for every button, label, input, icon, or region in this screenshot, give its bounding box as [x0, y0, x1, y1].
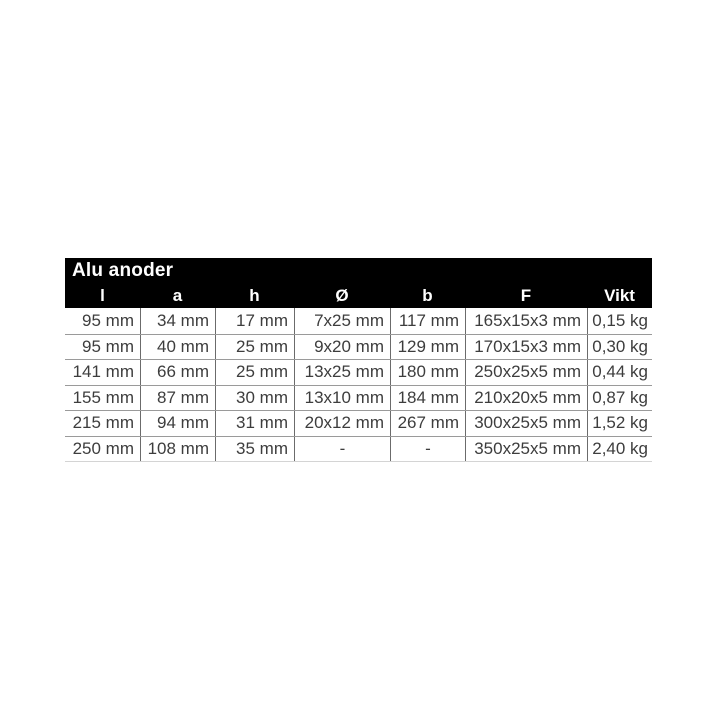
cell-vikt: 1,52 kg — [587, 411, 652, 436]
cell-diameter: 9x20 mm — [294, 335, 390, 360]
cell-a: 87 mm — [140, 386, 215, 411]
cell-vikt: 0,87 kg — [587, 386, 652, 411]
cell-l: 215 mm — [72, 413, 134, 433]
cell-f: 300x25x5 mm — [465, 411, 587, 436]
cell-h: 31 mm — [215, 411, 294, 436]
cell-a: 94 mm — [140, 411, 215, 436]
cell-h: 25 mm — [215, 360, 294, 385]
cell-diameter: 20x12 mm — [294, 411, 390, 436]
cell-diameter: 7x25 mm — [294, 308, 390, 334]
cell-vikt: 0,30 kg — [587, 335, 652, 360]
table-row — [65, 308, 652, 334]
cell-h: 35 mm — [215, 437, 294, 462]
cell-f: 165x15x3 mm — [465, 308, 587, 334]
cell-b: 267 mm — [390, 411, 465, 436]
cell-b: 180 mm — [390, 360, 465, 385]
cell-l: 250 mm — [72, 438, 134, 458]
cell-a: 66 mm — [140, 360, 215, 385]
cell-f: 210x20x5 mm — [465, 386, 587, 411]
cell-b: - — [390, 437, 465, 462]
column-header-h: h — [249, 286, 260, 305]
cell-l: 95 mm — [82, 310, 134, 330]
table-header — [65, 258, 652, 308]
cell-b: 117 mm — [390, 308, 465, 334]
cell-vikt: 2,40 kg — [587, 437, 652, 462]
cell-vikt: 0,15 kg — [587, 308, 652, 334]
cell-vikt: 0,44 kg — [587, 360, 652, 385]
alu-anoder-spec-table — [65, 258, 652, 462]
cell-l: 155 mm — [72, 387, 134, 407]
table-row — [65, 385, 652, 411]
cell-b: 184 mm — [390, 386, 465, 411]
cell-f: 350x25x5 mm — [465, 437, 587, 462]
table-body — [65, 308, 652, 462]
table-title: Alu anoder — [72, 260, 174, 281]
table-row — [65, 359, 652, 385]
cell-f: 170x15x3 mm — [465, 335, 587, 360]
column-header-l: l — [100, 286, 105, 305]
cell-h: 30 mm — [215, 386, 294, 411]
cell-h: 25 mm — [215, 335, 294, 360]
table-row — [65, 436, 652, 462]
column-header-a: a — [172, 286, 183, 305]
cell-h: 17 mm — [215, 308, 294, 334]
cell-a: 108 mm — [140, 437, 215, 462]
cell-l: 141 mm — [72, 362, 134, 382]
cell-l: 95 mm — [82, 336, 134, 356]
cell-a: 34 mm — [140, 308, 215, 334]
cell-diameter: 13x25 mm — [294, 360, 390, 385]
column-header-b: b — [422, 286, 433, 305]
table-row — [65, 410, 652, 436]
table-row — [65, 334, 652, 360]
column-header-row — [65, 284, 652, 308]
column-header-diameter: Ø — [335, 286, 349, 305]
column-header-vikt: Vikt — [604, 286, 635, 305]
table-title-row — [65, 258, 652, 284]
cell-diameter: - — [294, 437, 390, 462]
cell-b: 129 mm — [390, 335, 465, 360]
cell-diameter: 13x10 mm — [294, 386, 390, 411]
column-header-f: F — [520, 286, 532, 305]
cell-f: 250x25x5 mm — [465, 360, 587, 385]
cell-a: 40 mm — [140, 335, 215, 360]
